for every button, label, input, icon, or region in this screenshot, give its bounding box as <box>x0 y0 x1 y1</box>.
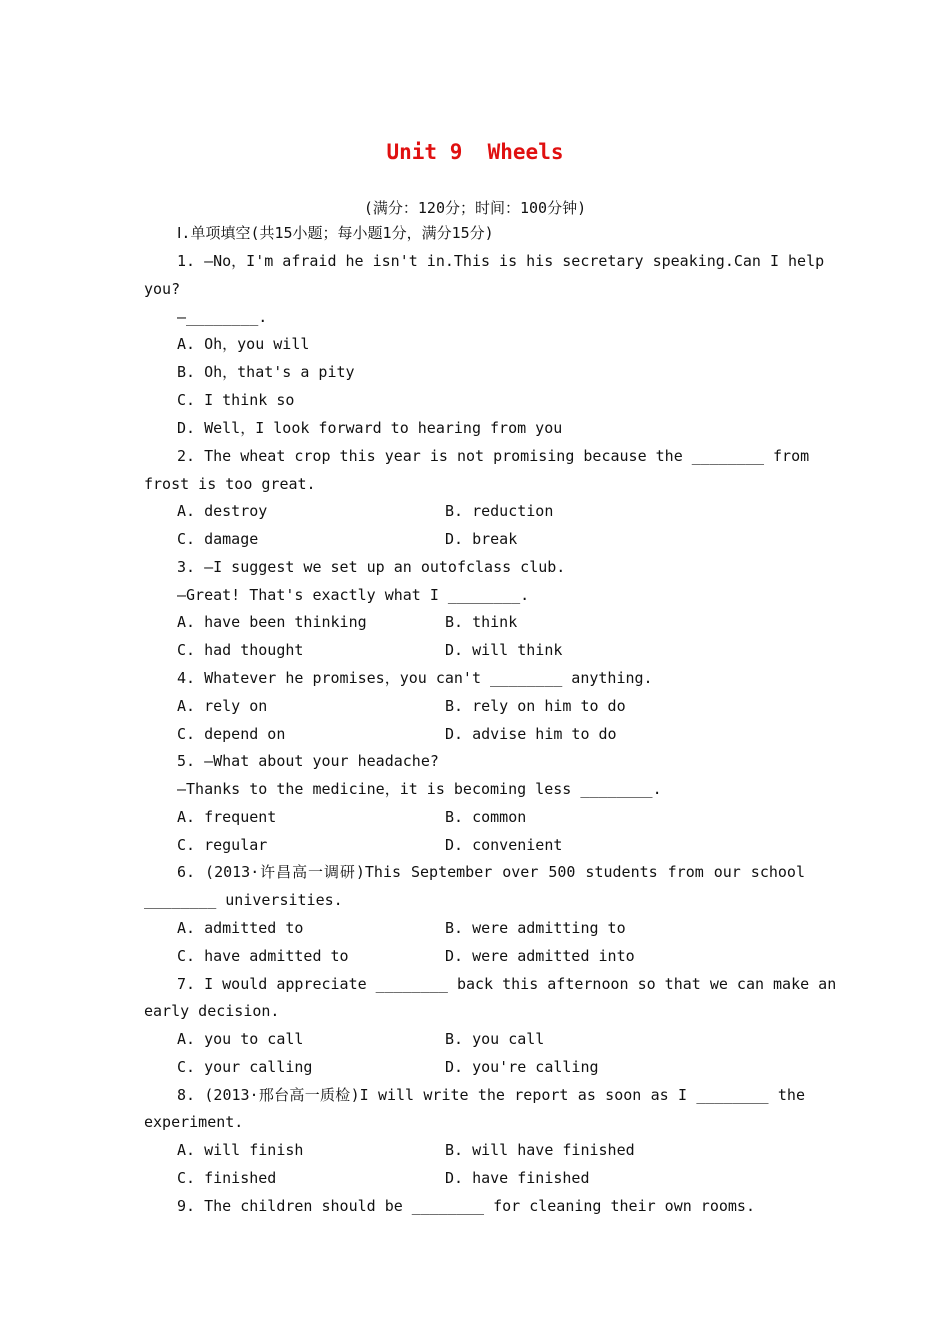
question-4-stem-line1: 4. Whatever he promises，you can't ________ anything. <box>177 669 653 687</box>
question-7-option-c: C. your calling <box>177 1058 313 1076</box>
question-7-stem-line2: early decision. <box>144 1002 280 1020</box>
question-5-option-a: A. frequent <box>177 808 277 826</box>
question-5-stem-line2: —Thanks to the medicine，it is becoming less ________. <box>177 780 662 798</box>
question-7-option-d: D. you're calling <box>445 1058 599 1076</box>
question-1-option-c: C. I think so <box>177 391 295 409</box>
question-1-option-a: A. Oh，you will <box>177 335 310 353</box>
question-6-stem-line1: 6. (2013·许昌高一调研)This September over 500 students from our school <box>177 863 805 881</box>
score-info: (满分：120分；时间：100分钟) <box>363 199 587 217</box>
question-2-option-c: C. damage <box>177 530 259 548</box>
question-5-option-c: C. regular <box>177 836 268 854</box>
question-2-stem-line1: 2. The wheat crop this year is not promising because the ________ from <box>177 447 810 465</box>
question-4-option-b: B. rely on him to do <box>445 697 626 715</box>
question-1-answer-line: —________. <box>177 308 268 326</box>
question-6-option-d: D. were admitted into <box>445 947 635 965</box>
question-1-stem-line2: you? <box>144 280 181 298</box>
question-2-option-a: A. destroy <box>177 502 268 520</box>
question-8-option-c: C. finished <box>177 1169 277 1187</box>
question-4-option-d: D. advise him to do <box>445 725 617 743</box>
question-6-option-c: C. have admitted to <box>177 947 349 965</box>
question-4-option-a: A. rely on <box>177 697 268 715</box>
question-1-option-d: D. Well，I look forward to hearing from you <box>177 419 563 437</box>
question-3-option-c: C. had thought <box>177 641 304 659</box>
question-7-option-a: A. you to call <box>177 1030 304 1048</box>
question-6-option-a: A. admitted to <box>177 919 304 937</box>
question-7-option-b: B. you call <box>445 1030 545 1048</box>
question-8-option-d: D. have finished <box>445 1169 590 1187</box>
question-7-stem-line1: 7. I would appreciate ________ back this afternoon so that we can make an <box>177 975 837 993</box>
question-5-stem-line1: 5. —What about your headache? <box>177 752 439 770</box>
question-5-option-d: D. convenient <box>445 836 563 854</box>
question-3-stem-line1: 3. —I suggest we set up an outofclass club. <box>177 558 566 576</box>
question-2-option-d: D. break <box>445 530 518 548</box>
question-6-option-b: B. were admitting to <box>445 919 626 937</box>
question-8-option-a: A. will finish <box>177 1141 304 1159</box>
question-1-stem-line1: 1. —No，I'm afraid he isn't in.This is his secretary speaking.Can I help <box>177 252 825 270</box>
question-3-option-b: B. think <box>445 613 518 631</box>
question-3-option-d: D. will think <box>445 641 563 659</box>
question-3-option-a: A. have been thinking <box>177 613 367 631</box>
question-4-option-c: C. depend on <box>177 725 286 743</box>
question-3-stem-line2: —Great! That's exactly what I ________. <box>177 586 530 604</box>
question-2-stem-line2: frost is too great. <box>144 475 316 493</box>
question-8-stem-line2: experiment. <box>144 1113 244 1131</box>
question-2-option-b: B. reduction <box>445 502 554 520</box>
page-title: Unit 9 Wheels <box>386 140 564 164</box>
question-6-stem-line2: ________ universities. <box>144 891 343 909</box>
question-8-stem-line1: 8. (2013·邢台高一质检)I will write the report as soon as I ________ the <box>177 1086 805 1104</box>
question-8-option-b: B. will have finished <box>445 1141 635 1159</box>
question-9-stem-line1: 9. The children should be ________ for cleaning their own rooms. <box>177 1197 755 1215</box>
question-5-option-b: B. common <box>445 808 527 826</box>
question-1-option-b: B. Oh，that's a pity <box>177 363 355 381</box>
section-heading: Ⅰ.单项填空(共15小题；每小题1分，满分15分) <box>177 224 494 242</box>
